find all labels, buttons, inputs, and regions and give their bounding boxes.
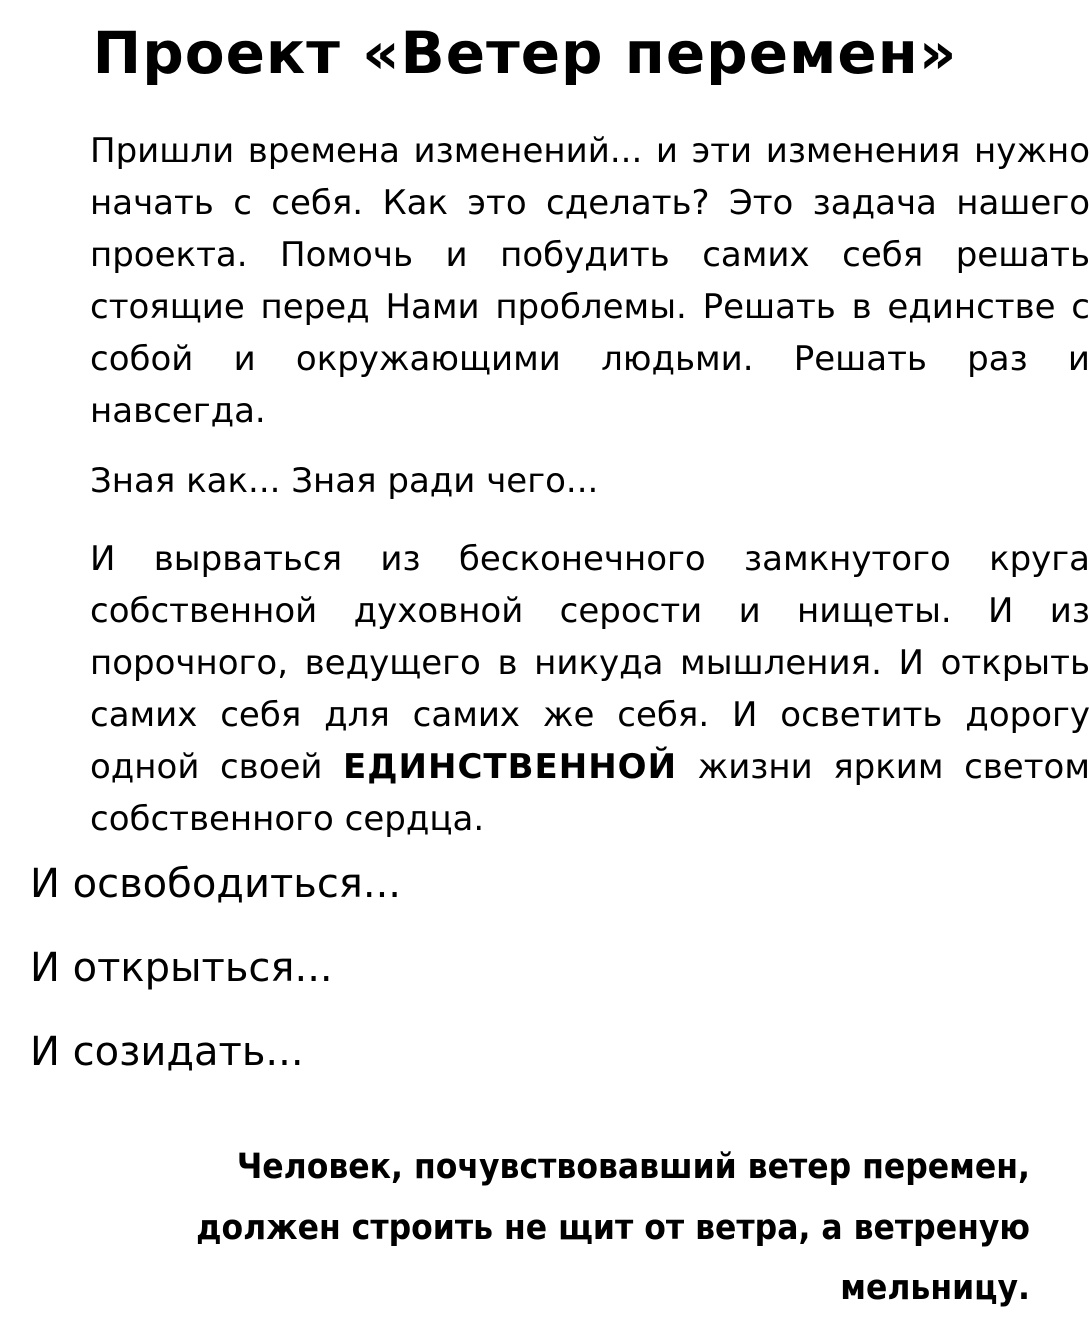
paragraph-break-free-text: И вырваться из бесконечного замкнутого круга собственной духовной серости и нищеты. И из порочного, ведущего в никуда мышления. И открыть самих себя для самих же себя. И осветить дорогу одной своей — [90, 539, 1090, 787]
quote-line-3: мельницу. — [840, 1268, 1030, 1308]
emphasis-only-one: ЕДИНСТВЕННОЙ — [343, 747, 678, 787]
paragraph-break-free — [30, 533, 1090, 845]
quote-line-2: должен строить не щит от ветра, а ветреную — [196, 1208, 1030, 1248]
line-open-up: И открыться... — [30, 945, 333, 991]
paragraph-break-free-end: жизни ярким светом собственного сердца. — [90, 747, 1090, 839]
line-liberate: И освободиться... — [30, 861, 402, 907]
paragraph-intro: Пришли времена изменений... и эти изменения нужно начать с себя. Как это сделать? Это задача нашего проекта. Помочь и побудить самих себя решать стоящие перед Нами проблемы. Решать в единстве с собой и окружающими людьми. Решать раз и навсегда. — [90, 131, 1090, 431]
document-title: Проект «Ветер перемен» — [92, 19, 958, 87]
paragraph-knowing: Зная как... Зная ради чего... — [90, 461, 599, 501]
quote-line-1: Человек, почувствовавший ветер перемен, — [236, 1147, 1031, 1187]
line-create: И созидать... — [30, 1029, 304, 1075]
